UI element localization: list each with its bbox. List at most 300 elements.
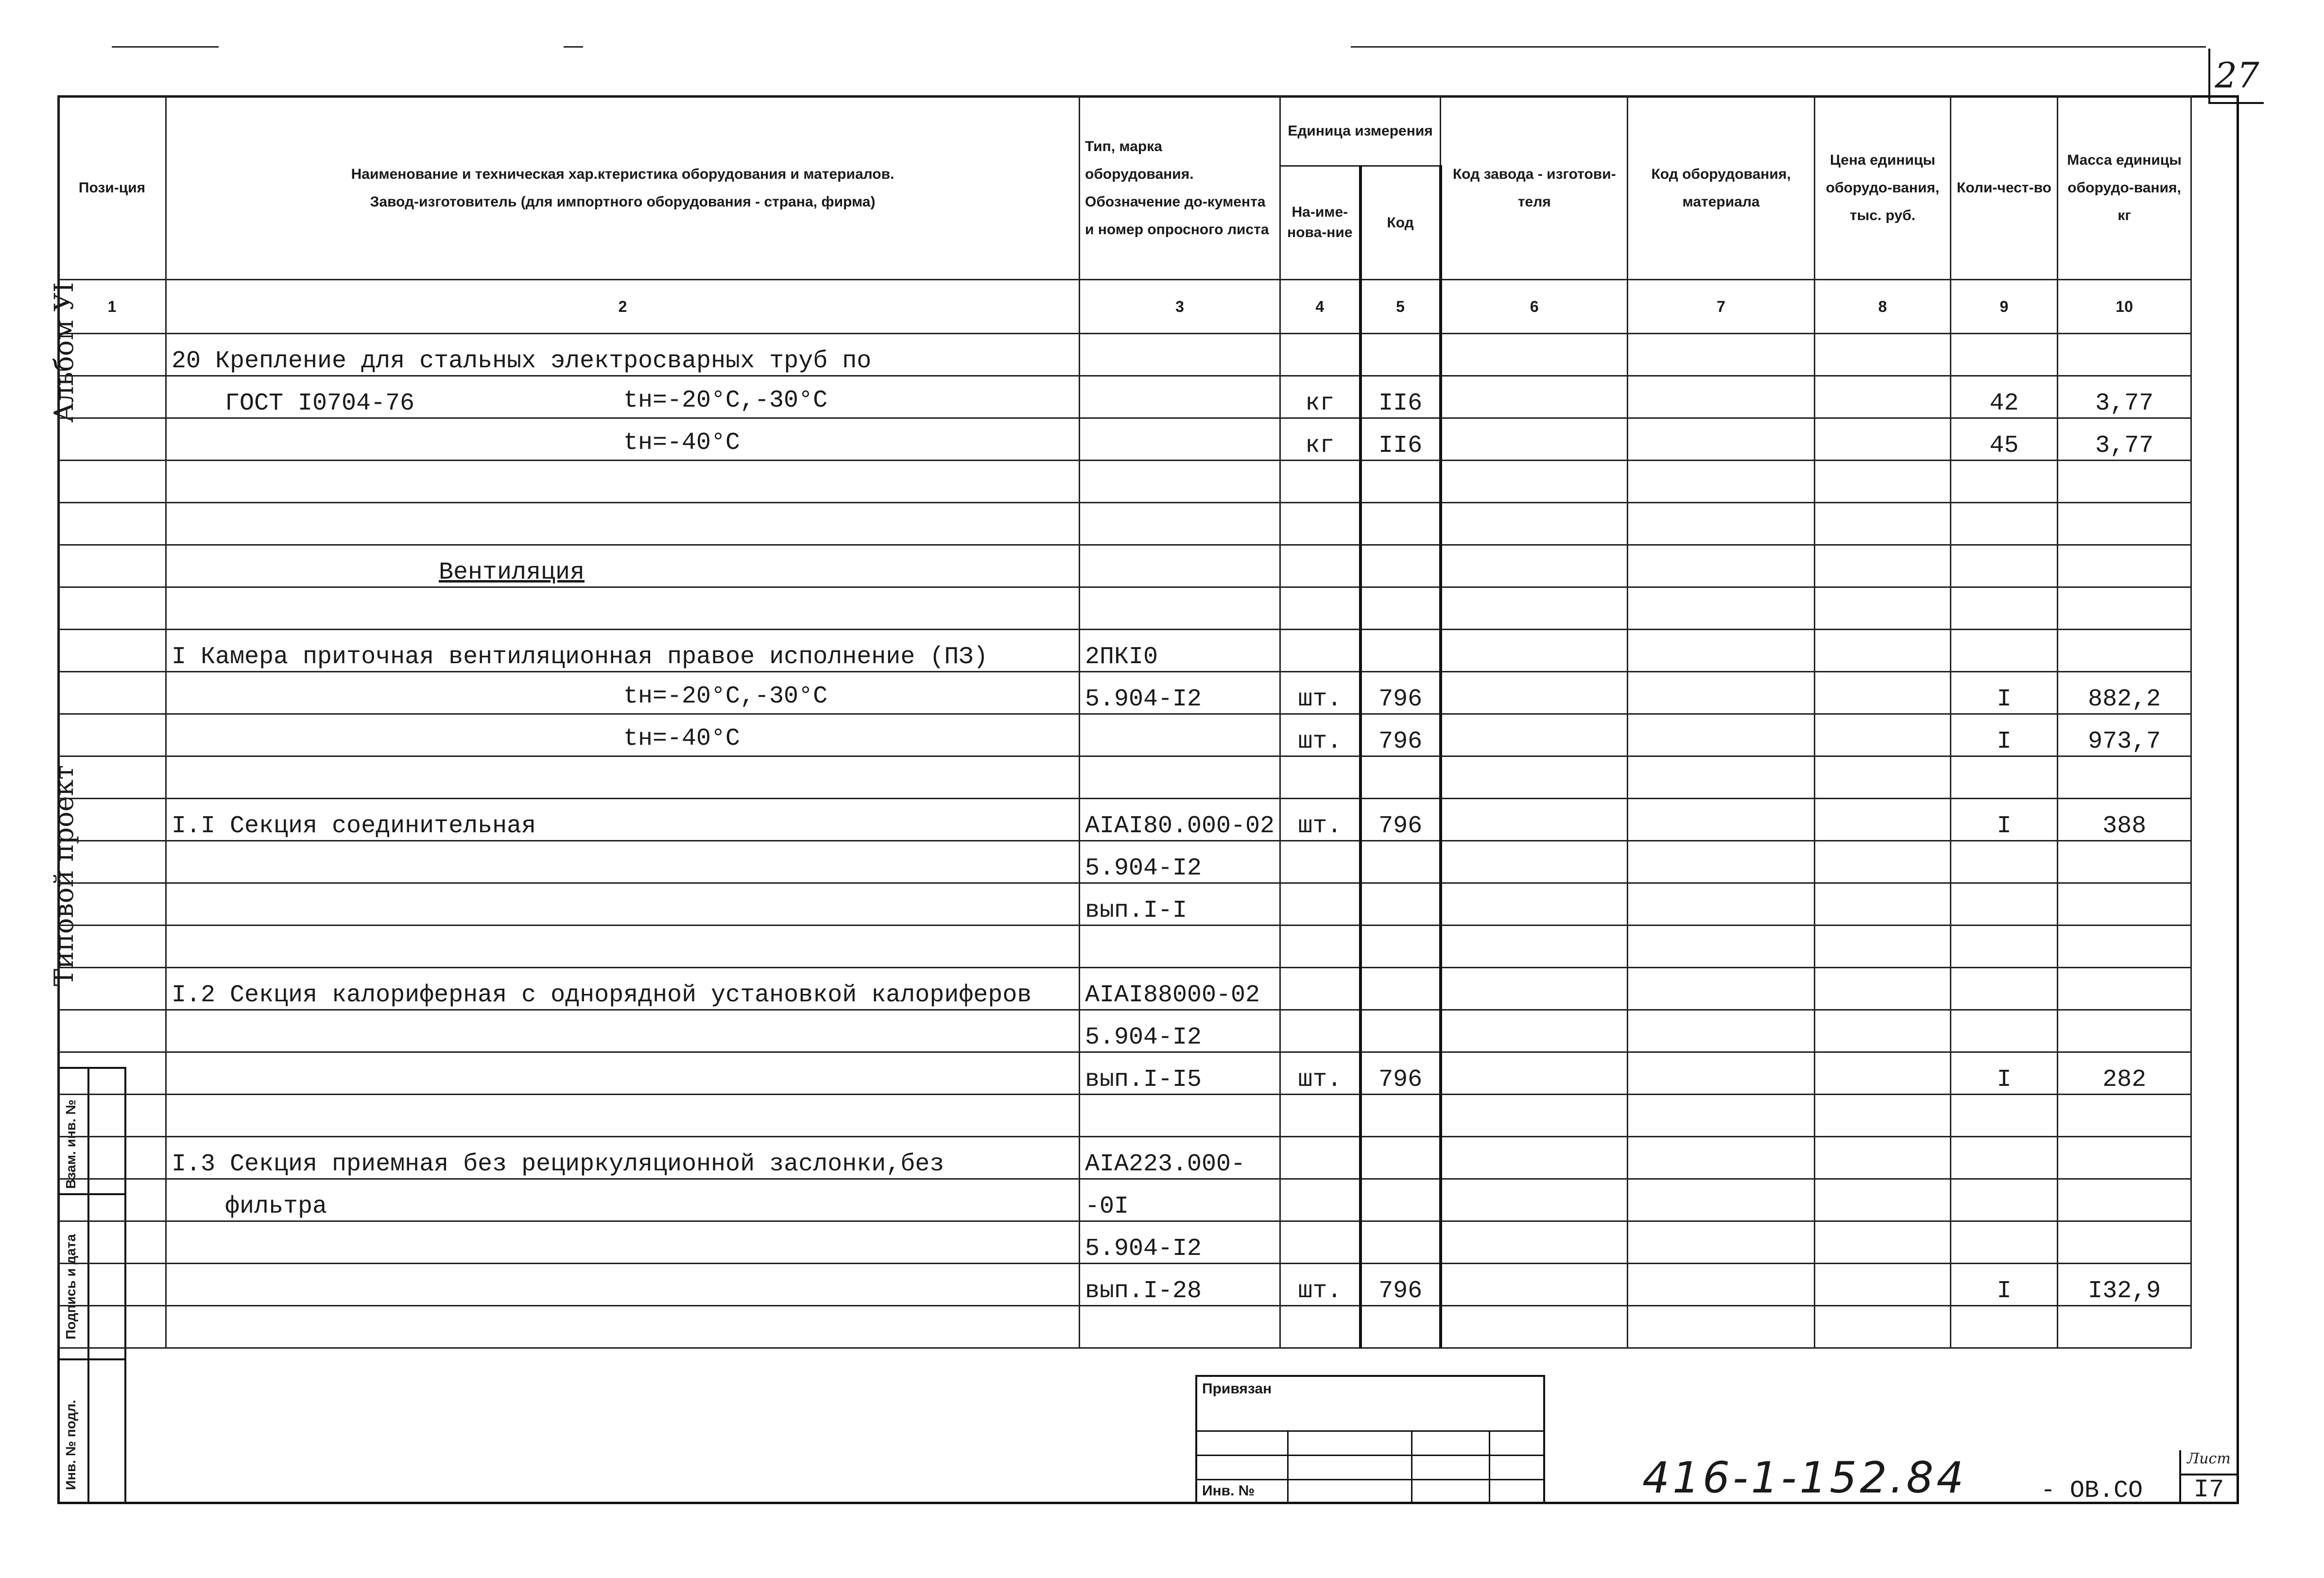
cell-quantity (1951, 1306, 2058, 1348)
table-row (58, 1095, 2191, 1137)
cell-factory-code (1441, 841, 1628, 883)
cell-type (1080, 1095, 1280, 1137)
cell-equipment-code (1628, 1137, 1815, 1179)
cell-type: AIAI80.000-02 (1080, 799, 1280, 841)
album-label: Альбом УI (49, 282, 79, 423)
cell-unit-code: 796 (1360, 1264, 1441, 1306)
cell-mass (2058, 926, 2191, 968)
cell-type (1080, 1306, 1280, 1348)
cell-price (1815, 926, 1951, 968)
col-equipment-code-header: Код оборудования, материала (1628, 96, 1815, 280)
cell-unit (1280, 841, 1360, 883)
cell-name (166, 461, 1080, 503)
cell-position (58, 883, 166, 926)
cell-factory-code (1441, 545, 1628, 587)
col-quantity-header: Коли-чест-во (1951, 96, 2058, 280)
cell-position (58, 334, 166, 376)
table-row (58, 1306, 2191, 1348)
cell-factory-code (1441, 672, 1628, 714)
col-number: 9 (1951, 280, 2058, 334)
cell-mass (2058, 1179, 2191, 1221)
table-row (58, 926, 2191, 968)
cell-type: вып.I-28 (1080, 1264, 1280, 1306)
cell-name (166, 587, 1080, 630)
document-code: 416-1-152.84 (1642, 1453, 1967, 1503)
cell-unit-code: II6 (1360, 418, 1441, 461)
cell-position (58, 926, 166, 968)
cell-name (166, 334, 1080, 376)
cell-unit-code (1360, 1306, 1441, 1348)
cell-unit (1280, 1179, 1360, 1221)
cell-quantity (1951, 926, 2058, 968)
margin-label-inventory: Инв. № подл. (63, 1400, 78, 1490)
table-body (58, 334, 2191, 1348)
cell-name (166, 1221, 1080, 1264)
cell-mass (2058, 503, 2191, 545)
cell-type: AIAI88000-02 (1080, 968, 1280, 1010)
cell-type: 5.904-I2 (1080, 841, 1280, 883)
cell-mass: 282 (2058, 1052, 2191, 1095)
cell-position (58, 714, 166, 756)
cell-position (58, 1264, 166, 1306)
cell-unit (1280, 503, 1360, 545)
cell-unit-code (1360, 503, 1441, 545)
cell-unit-code: II6 (1360, 376, 1441, 418)
cell-mass: 388 (2058, 799, 2191, 841)
cell-equipment-code (1628, 461, 1815, 503)
sheet-label: Лист (2181, 1450, 2237, 1475)
cell-name (166, 1179, 1080, 1221)
cell-position (58, 841, 166, 883)
cell-name (166, 1095, 1080, 1137)
cell-quantity: I (1951, 1264, 2058, 1306)
cell-factory-code (1441, 799, 1628, 841)
cell-position (58, 1137, 166, 1179)
cell-unit (1280, 1010, 1360, 1052)
cell-name (166, 714, 1080, 756)
cell-unit: шт. (1280, 672, 1360, 714)
cell-name (166, 1264, 1080, 1306)
cell-factory-code (1441, 756, 1628, 799)
col-number: 1 (58, 280, 166, 334)
header-row (58, 96, 2191, 166)
cell-price (1815, 630, 1951, 672)
top-line (1351, 46, 2206, 48)
cell-type: 5.904-I2 (1080, 1221, 1280, 1264)
cell-unit (1280, 587, 1360, 630)
cell-quantity (1951, 968, 2058, 1010)
cell-position (58, 630, 166, 672)
cell-quantity (1951, 1095, 2058, 1137)
item-name: ГОСТ I0704-76 (225, 390, 415, 417)
cell-equipment-code (1628, 1179, 1815, 1221)
cell-quantity: I (1951, 799, 2058, 841)
specification-table (57, 95, 2192, 1349)
cell-price (1815, 883, 1951, 926)
cell-price (1815, 376, 1951, 418)
cell-equipment-code (1628, 756, 1815, 799)
cell-mass (2058, 587, 2191, 630)
cell-equipment-code (1628, 1306, 1815, 1348)
column-numbers-row (58, 280, 2191, 334)
table-row (58, 1221, 2191, 1264)
cell-quantity (1951, 334, 2058, 376)
table-row (58, 1179, 2191, 1221)
col-position-header: Пози-ция (58, 96, 166, 280)
table-row (58, 461, 2191, 503)
cell-unit (1280, 968, 1360, 1010)
cell-mass (2058, 334, 2191, 376)
item-name: I Камера приточная вентиляционная правое исполнение (ПЗ) (172, 643, 988, 671)
cell-quantity (1951, 883, 2058, 926)
cell-unit-code (1360, 968, 1441, 1010)
page-number: 27 (2208, 49, 2264, 104)
cell-position (58, 756, 166, 799)
cell-type (1080, 503, 1280, 545)
cell-factory-code (1441, 1264, 1628, 1306)
cell-quantity (1951, 1221, 2058, 1264)
cell-name (166, 376, 1080, 418)
cell-quantity (1951, 841, 2058, 883)
cell-position (58, 587, 166, 630)
sheet-number-box (2179, 1450, 2237, 1504)
cell-price (1815, 545, 1951, 587)
cell-position (58, 968, 166, 1010)
cell-unit-code (1360, 1137, 1441, 1179)
cell-factory-code (1441, 1137, 1628, 1179)
cell-unit-code (1360, 841, 1441, 883)
cell-unit (1280, 545, 1360, 587)
cell-factory-code (1441, 714, 1628, 756)
cell-type: 2ПКI0 (1080, 630, 1280, 672)
cell-unit-code (1360, 587, 1441, 630)
cell-price (1815, 418, 1951, 461)
cell-type (1080, 376, 1280, 418)
table-row (58, 587, 2191, 630)
stamp-inv-label: Инв. № (1202, 1483, 1255, 1499)
cell-factory-code (1441, 1179, 1628, 1221)
cell-equipment-code (1628, 883, 1815, 926)
cell-mass: I32,9 (2058, 1264, 2191, 1306)
cell-price (1815, 334, 1951, 376)
cell-price (1815, 1264, 1951, 1306)
item-name: 20 Крепление для стальных электросварных труб по (172, 347, 872, 375)
cell-unit (1280, 1137, 1360, 1179)
cell-quantity (1951, 630, 2058, 672)
cell-mass (2058, 1010, 2191, 1052)
table-row (58, 756, 2191, 799)
cell-factory-code (1441, 418, 1628, 461)
margin-label-signature: Подпись и дата (63, 1234, 78, 1339)
cell-name (166, 1306, 1080, 1348)
table-row (58, 1264, 2191, 1306)
cell-unit (1280, 461, 1360, 503)
cell-quantity (1951, 1179, 2058, 1221)
col-number: 10 (2058, 280, 2191, 334)
cell-unit (1280, 1306, 1360, 1348)
item-name: фильтра (225, 1193, 327, 1220)
cell-equipment-code (1628, 630, 1815, 672)
table-row (58, 968, 2191, 1010)
cell-equipment-code (1628, 334, 1815, 376)
cell-unit-code: 796 (1360, 714, 1441, 756)
item-name: I.I Секция соединительная (172, 812, 536, 840)
cell-name (166, 1010, 1080, 1052)
cell-quantity (1951, 1010, 2058, 1052)
cell-factory-code (1441, 1221, 1628, 1264)
cell-unit (1280, 756, 1360, 799)
col-number: 6 (1441, 280, 1628, 334)
cell-name (166, 1052, 1080, 1095)
cell-factory-code (1441, 461, 1628, 503)
cell-position (58, 1095, 166, 1137)
cell-price (1815, 1221, 1951, 1264)
cell-equipment-code (1628, 1095, 1815, 1137)
cell-name (166, 418, 1080, 461)
cell-quantity: I (1951, 1052, 2058, 1095)
cell-type (1080, 461, 1280, 503)
col-name-header: Наименование и техническая хар.ктеристика оборудования и материалов. Завод-изготовитель (для импортного оборудования - страна, фирма) (166, 96, 1080, 280)
cell-name (166, 756, 1080, 799)
cell-unit-code (1360, 1095, 1441, 1137)
cell-equipment-code (1628, 968, 1815, 1010)
table-row (58, 714, 2191, 756)
cell-unit: кг (1280, 418, 1360, 461)
cell-price (1815, 841, 1951, 883)
cell-position (58, 418, 166, 461)
table-row (58, 1052, 2191, 1095)
cell-unit-code (1360, 1221, 1441, 1264)
cell-price (1815, 1095, 1951, 1137)
cell-price (1815, 756, 1951, 799)
cell-unit-code (1360, 883, 1441, 926)
cell-name (166, 545, 1080, 587)
document-suffix: - ОВ.СО (2041, 1477, 2143, 1505)
cell-unit-code: 796 (1360, 799, 1441, 841)
cell-unit: шт. (1280, 1052, 1360, 1095)
cell-factory-code (1441, 587, 1628, 630)
table-row (58, 418, 2191, 461)
table-row (58, 1137, 2191, 1179)
cell-quantity: 45 (1951, 418, 2058, 461)
cell-unit-code (1360, 545, 1441, 587)
cell-name (166, 672, 1080, 714)
cell-mass (2058, 841, 2191, 883)
col-number: 7 (1628, 280, 1815, 334)
cell-unit-code (1360, 630, 1441, 672)
cell-factory-code (1441, 630, 1628, 672)
cell-unit-code (1360, 756, 1441, 799)
cell-mass (2058, 1306, 2191, 1348)
cell-quantity (1951, 503, 2058, 545)
cell-position (58, 672, 166, 714)
table-row (58, 841, 2191, 883)
cell-unit-code (1360, 1010, 1441, 1052)
table-row (58, 1010, 2191, 1052)
cell-factory-code (1441, 334, 1628, 376)
temperature-note: tн=-20°С,-30°С (623, 387, 828, 414)
temperature-note: tн=-20°С,-30°С (623, 683, 828, 710)
cell-type: вып.I-I5 (1080, 1052, 1280, 1095)
cell-mass: 3,77 (2058, 418, 2191, 461)
cell-name (166, 1137, 1080, 1179)
cell-price (1815, 1137, 1951, 1179)
table-row (58, 672, 2191, 714)
cell-type (1080, 756, 1280, 799)
cell-price (1815, 587, 1951, 630)
cell-unit (1280, 630, 1360, 672)
table-row (58, 799, 2191, 841)
table-row (58, 883, 2191, 926)
cell-type: 5.904-I2 (1080, 672, 1280, 714)
cell-type (1080, 418, 1280, 461)
cell-equipment-code (1628, 841, 1815, 883)
cell-factory-code (1441, 1052, 1628, 1095)
cell-price (1815, 714, 1951, 756)
cell-unit: шт. (1280, 799, 1360, 841)
cell-quantity: 42 (1951, 376, 2058, 418)
col-unit-code-header: Код (1360, 166, 1441, 279)
cell-price (1815, 461, 1951, 503)
cell-equipment-code (1628, 376, 1815, 418)
cell-position (58, 1221, 166, 1264)
cell-position (58, 376, 166, 418)
cell-factory-code (1441, 1010, 1628, 1052)
cell-quantity: I (1951, 672, 2058, 714)
cell-name (166, 883, 1080, 926)
cell-price (1815, 672, 1951, 714)
cell-price (1815, 1306, 1951, 1348)
cell-unit-code (1360, 461, 1441, 503)
cell-factory-code (1441, 503, 1628, 545)
sheet-number: I7 (2193, 1475, 2224, 1504)
cell-position (58, 799, 166, 841)
cell-equipment-code (1628, 1264, 1815, 1306)
cell-unit: шт. (1280, 1264, 1360, 1306)
cell-position (58, 503, 166, 545)
cell-position (58, 461, 166, 503)
cell-unit: шт. (1280, 714, 1360, 756)
cell-type (1080, 587, 1280, 630)
cell-equipment-code (1628, 672, 1815, 714)
cell-mass: 3,77 (2058, 376, 2191, 418)
cell-equipment-code (1628, 418, 1815, 461)
col-number: 4 (1280, 280, 1360, 334)
cell-equipment-code (1628, 799, 1815, 841)
cell-unit: кг (1280, 376, 1360, 418)
cell-type (1080, 334, 1280, 376)
cell-equipment-code (1628, 587, 1815, 630)
table-row (58, 630, 2191, 672)
cell-price (1815, 1179, 1951, 1221)
cell-price (1815, 503, 1951, 545)
cell-unit-code (1360, 1179, 1441, 1221)
cell-mass (2058, 545, 2191, 587)
cell-unit-code: 796 (1360, 672, 1441, 714)
top-line (564, 46, 583, 48)
cell-quantity (1951, 545, 2058, 587)
col-price-header: Цена единицы оборудо-вания, тыс. руб. (1815, 96, 1951, 280)
cell-unit (1280, 926, 1360, 968)
cell-mass (2058, 883, 2191, 926)
cell-price (1815, 1010, 1951, 1052)
cell-type: вып.I-I (1080, 883, 1280, 926)
cell-name (166, 926, 1080, 968)
table-row (58, 545, 2191, 587)
cell-unit-code: 796 (1360, 1052, 1441, 1095)
cell-mass: 882,2 (2058, 672, 2191, 714)
cell-mass (2058, 1137, 2191, 1179)
cell-quantity (1951, 756, 2058, 799)
stamp-title: Привязан (1202, 1381, 1272, 1397)
cell-name (166, 841, 1080, 883)
table-row (58, 334, 2191, 376)
col-factory-code-header: Код завода - изготови-теля (1441, 96, 1628, 280)
cell-unit-code (1360, 334, 1441, 376)
cell-price (1815, 968, 1951, 1010)
cell-position (58, 1052, 166, 1095)
cell-type: -0I (1080, 1179, 1280, 1221)
cell-factory-code (1441, 1095, 1628, 1137)
cell-position (58, 1179, 166, 1221)
cell-unit (1280, 334, 1360, 376)
cell-factory-code (1441, 883, 1628, 926)
cell-position (58, 1010, 166, 1052)
cell-name (166, 503, 1080, 545)
margin-label-replaced: Взам. инв. № (63, 1099, 78, 1189)
cell-name (166, 799, 1080, 841)
cell-name (166, 630, 1080, 672)
cell-unit (1280, 1221, 1360, 1264)
cell-type (1080, 714, 1280, 756)
cell-equipment-code (1628, 503, 1815, 545)
cell-mass (2058, 1095, 2191, 1137)
cell-unit-code (1360, 926, 1441, 968)
temperature-note: tн=-40°С (623, 429, 740, 457)
top-line (112, 46, 219, 48)
cell-quantity: I (1951, 714, 2058, 756)
cell-position (58, 545, 166, 587)
cell-unit (1280, 883, 1360, 926)
col-unit-header: Единица измерения (1280, 96, 1441, 166)
cell-factory-code (1441, 1306, 1628, 1348)
temperature-note: tн=-40°С (623, 725, 740, 753)
cell-mass (2058, 968, 2191, 1010)
col-number: 2 (166, 280, 1080, 334)
table-row (58, 503, 2191, 545)
cell-quantity (1951, 461, 2058, 503)
cell-type (1080, 926, 1280, 968)
col-mass-header: Масса единицы оборудо-вания, кг (2058, 96, 2191, 280)
cell-unit (1280, 1095, 1360, 1137)
col-number: 5 (1360, 280, 1441, 334)
cell-position (58, 1306, 166, 1348)
cell-mass: 973,7 (2058, 714, 2191, 756)
binding-stamp (1195, 1375, 1545, 1504)
cell-equipment-code (1628, 926, 1815, 968)
cell-equipment-code (1628, 714, 1815, 756)
cell-price (1815, 1052, 1951, 1095)
col-type-header: Тип, марка оборудования. Обозначение до-кумента и номер опросного листа (1080, 96, 1280, 280)
cell-type: AIA223.000- (1080, 1137, 1280, 1179)
cell-mass (2058, 1221, 2191, 1264)
cell-type: 5.904-I2 (1080, 1010, 1280, 1052)
table-row (58, 376, 2191, 418)
cell-quantity (1951, 1137, 2058, 1179)
cell-name (166, 968, 1080, 1010)
col-number: 3 (1080, 280, 1280, 334)
cell-factory-code (1441, 926, 1628, 968)
